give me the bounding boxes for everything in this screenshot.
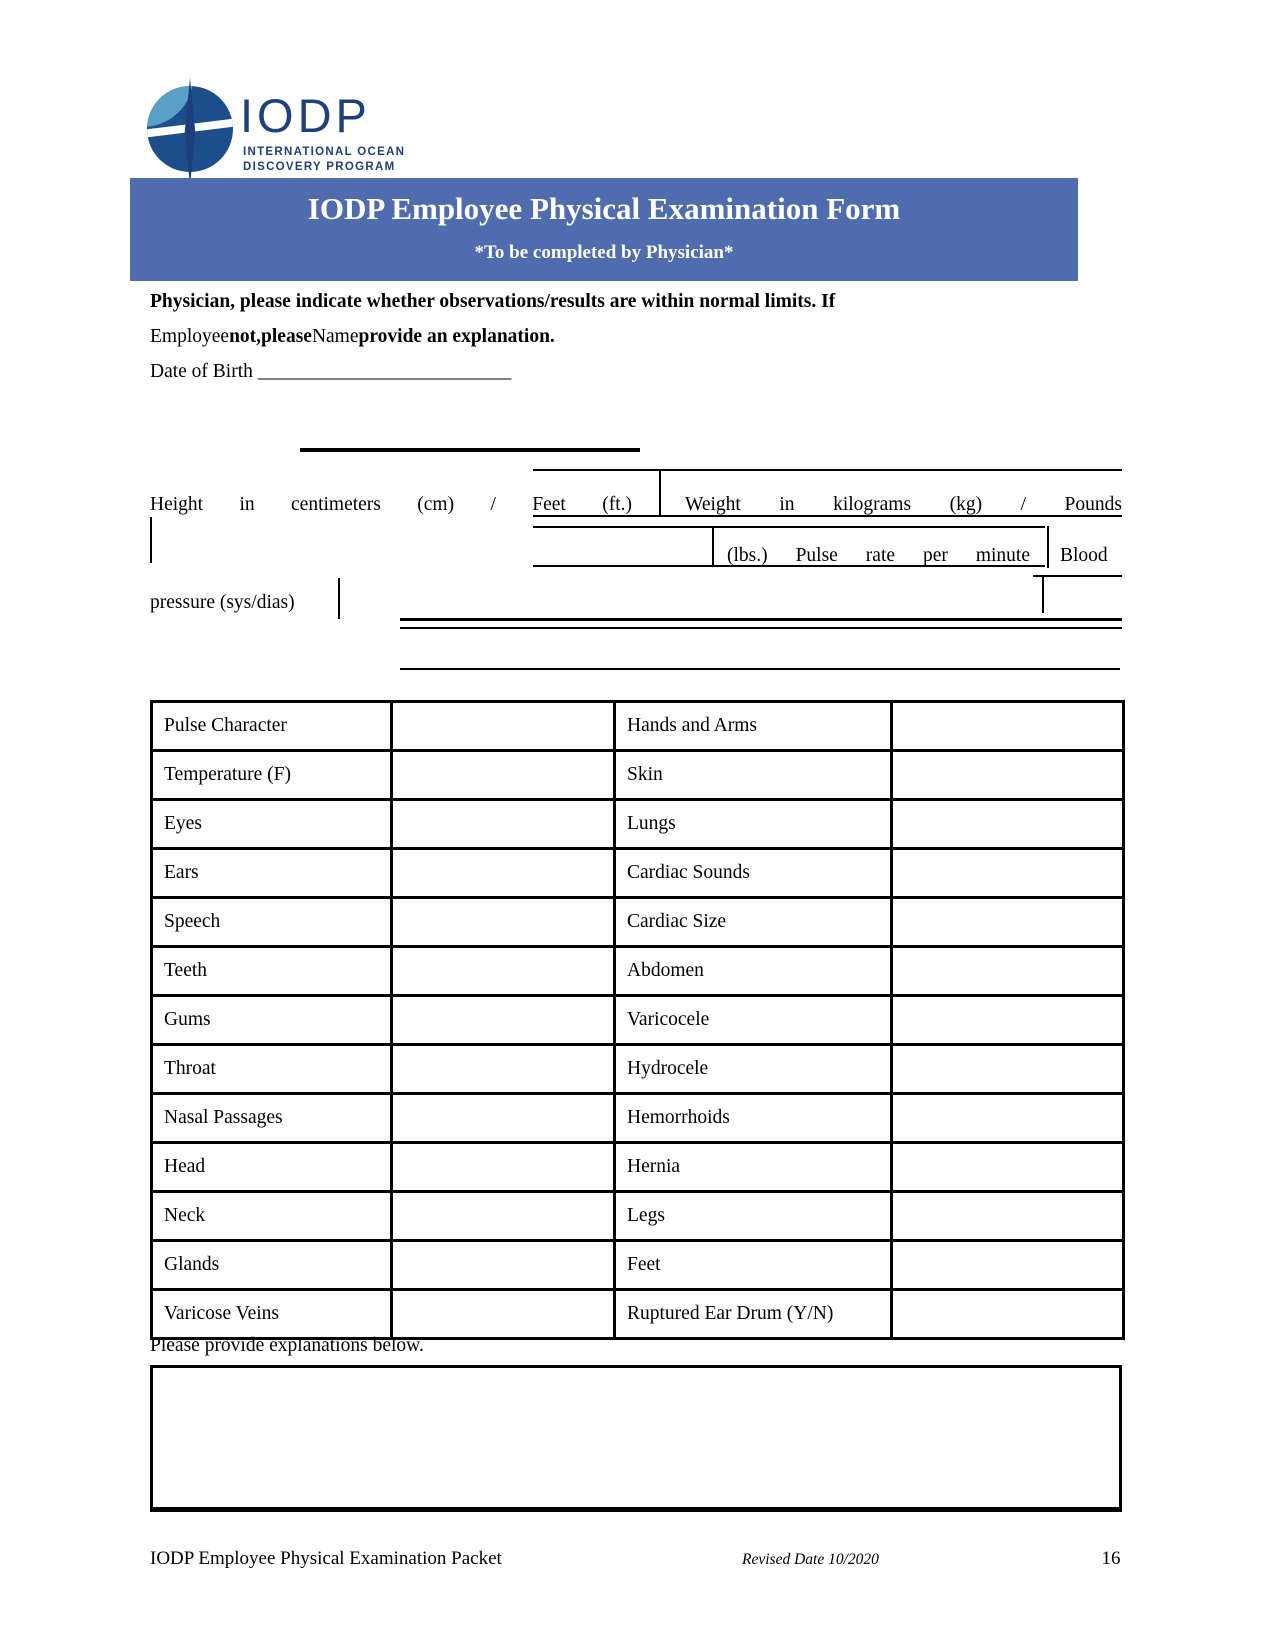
exam-result-left[interactable] [392,947,615,996]
exam-label-right: Abdomen [615,947,892,996]
explanations-prompt: Please provide explanations below. [150,1335,424,1356]
exam-label-left: Neck [152,1192,392,1241]
exam-result-right[interactable] [892,1094,1124,1143]
exam-row [152,1290,1124,1339]
exam-row [152,702,1124,751]
exam-label-right: Hernia [615,1143,892,1192]
title-banner [130,178,1078,281]
exam-label-left: Varicose Veins [152,1290,392,1339]
exam-label-right: Hands and Arms [615,702,892,751]
date-of-birth-label: Date of Birth [150,361,253,382]
form-title: IODP Employee Physical Examination Form [307,191,901,226]
divider-tick-pressure [338,578,340,619]
exam-label-left: Ears [152,849,392,898]
date-of-birth-row [150,359,511,385]
exam-result-right[interactable] [892,1143,1124,1192]
blank-line-blood[interactable] [1033,575,1122,577]
exam-result-left[interactable] [392,996,615,1045]
physician-instruction-line2 [150,324,555,350]
divider-tick-left [150,517,152,563]
exam-label-right: Hydrocele [615,1045,892,1094]
divider-tick-blood [1047,526,1049,568]
exam-result-left[interactable] [392,800,615,849]
exam-result-right[interactable] [892,898,1124,947]
exam-label-right: Hemorrhoids [615,1094,892,1143]
divider-tick-3 [1042,575,1044,613]
employee-label: Employee [150,326,230,347]
footer-page-number: 16 [1101,1548,1121,1569]
exam-row [152,898,1124,947]
blank-line-top[interactable] [533,469,1122,471]
exam-label-right: Lungs [615,800,892,849]
exam-row [152,1143,1124,1192]
explanations-box[interactable] [150,1365,1122,1512]
exam-label-right: Cardiac Sounds [615,849,892,898]
exam-row [152,947,1124,996]
exam-result-right[interactable] [892,849,1124,898]
physician-instruction-line1: Physician, please indicate whether observations/results are within normal limits. If [150,291,836,312]
blank-line-thick[interactable] [300,448,640,452]
exam-result-right[interactable] [892,996,1124,1045]
pulse-rate-label: (lbs.) Pulse rate per minute [727,545,1030,566]
exam-label-right: Skin [615,751,892,800]
exam-label-right: Feet [615,1241,892,1290]
exam-result-right[interactable] [892,800,1124,849]
exam-row [152,1045,1124,1094]
exam-result-right[interactable] [892,947,1124,996]
exam-label-left: Throat [152,1045,392,1094]
exam-label-right: Legs [615,1192,892,1241]
form-subtitle: *To be completed by Physician* [474,242,734,263]
exam-result-left[interactable] [392,751,615,800]
exam-label-left: Pulse Character [152,702,392,751]
exam-result-right[interactable] [892,1192,1124,1241]
logo-acronym: IODP [240,89,371,142]
exam-result-left[interactable] [392,849,615,898]
exam-row [152,1241,1124,1290]
exam-label-left: Gums [152,996,392,1045]
footer-document-name: IODP Employee Physical Examination Packet [150,1548,502,1569]
exam-result-left[interactable] [392,1045,615,1094]
instruction-provide-explanation: provide an explanation. [358,326,555,347]
name-label: Name [311,326,359,347]
exam-result-left[interactable] [392,1143,615,1192]
instruction-not-please: not,please [229,326,312,347]
height-label: Height in centimeters (cm) / Feet (ft.) [150,494,632,515]
exam-row [152,849,1124,898]
exam-result-left[interactable] [392,1094,615,1143]
divider-tick-2 [712,527,714,567]
date-of-birth-blank[interactable]: __________________________ [257,361,512,382]
exam-result-right[interactable] [892,702,1124,751]
footer-revision-date: Revised Date 10/2020 [742,1551,879,1568]
exam-row [152,800,1124,849]
exam-label-left: Teeth [152,947,392,996]
exam-label-left: Eyes [152,800,392,849]
exam-result-right[interactable] [892,1290,1124,1339]
exam-result-right[interactable] [892,1241,1124,1290]
exam-row [152,1192,1124,1241]
exam-label-right: Varicocele [615,996,892,1045]
exam-row [152,1094,1124,1143]
blank-line-mid-top[interactable] [533,526,1045,528]
exam-label-right: Ruptured Ear Drum (Y/N) [615,1290,892,1339]
exam-result-left[interactable] [392,702,615,751]
exam-label-left: Head [152,1143,392,1192]
exam-result-left[interactable] [392,1192,615,1241]
exam-label-left: Glands [152,1241,392,1290]
exam-label-right: Cardiac Size [615,898,892,947]
blank-line-above-table[interactable] [400,668,1120,670]
exam-label-left: Nasal Passages [152,1094,392,1143]
exam-result-left[interactable] [392,1290,615,1339]
exam-table-body [152,702,1124,1339]
divider-tick-1 [659,470,661,515]
exam-label-left: Temperature (F) [152,751,392,800]
logo-tagline-line1: INTERNATIONAL OCEAN [243,146,406,158]
blank-line-double-1[interactable] [400,618,1122,621]
weight-label: Weight in kilograms (kg) / Pounds [685,494,1122,515]
exam-result-right[interactable] [892,751,1124,800]
exam-row [152,996,1124,1045]
exam-result-right[interactable] [892,1045,1124,1094]
exam-label-left: Speech [152,898,392,947]
exam-row [152,751,1124,800]
pressure-label: pressure (sys/dias) [150,592,295,613]
blood-label: Blood [1060,545,1108,566]
exam-result-left[interactable] [392,898,615,947]
logo-tagline-line2: DISCOVERY PROGRAM [243,161,396,173]
exam-result-left[interactable] [392,1241,615,1290]
blank-line-double-2[interactable] [400,627,1122,629]
exam-table [150,700,1125,1340]
